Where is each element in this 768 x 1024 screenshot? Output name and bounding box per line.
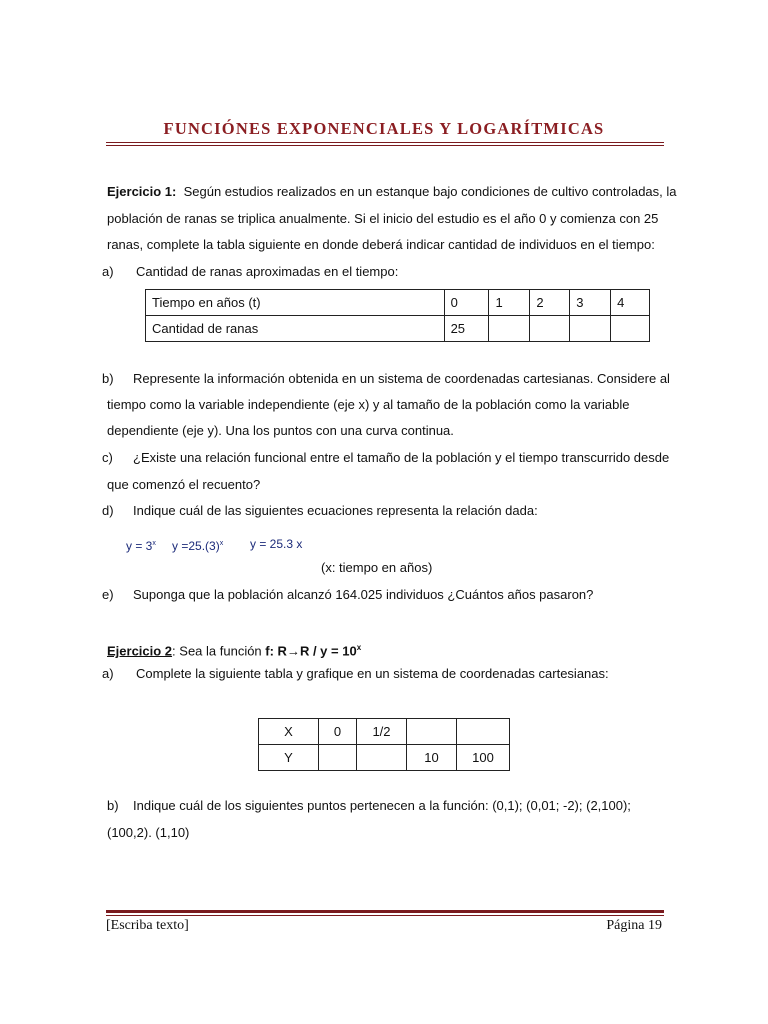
table-cell: 4 bbox=[611, 290, 650, 316]
ej2-a bbox=[102, 666, 609, 682]
arrow-icon: → bbox=[286, 643, 300, 659]
eq1-exp: x bbox=[152, 540, 156, 547]
ej2-b-line1: Indique cuál de los siguientes puntos pertenecen a la función: (0,1); (0,01; -2); (2,100); bbox=[133, 798, 631, 813]
eq-note: (x: tiempo en años) bbox=[321, 560, 433, 575]
table-cell: Y bbox=[259, 745, 319, 771]
func-table bbox=[258, 718, 510, 771]
table-cell: 100 bbox=[457, 745, 510, 771]
ej1-b-marker: b) bbox=[102, 371, 114, 386]
equation-1 bbox=[126, 536, 156, 554]
ej1-a-text: Cantidad de ranas aproximadas en el tiempo: bbox=[136, 264, 399, 279]
ej2-func-exp: x bbox=[356, 643, 362, 652]
ej1-d bbox=[102, 503, 538, 519]
table-row bbox=[146, 290, 650, 316]
ej1-c-marker: c) bbox=[102, 450, 113, 465]
ej1-d-marker: d) bbox=[102, 503, 114, 518]
title-rule-secondary bbox=[106, 145, 664, 146]
eq2-exp: x bbox=[219, 540, 224, 547]
footer-placeholder: [Escriba texto] bbox=[106, 918, 189, 933]
ej1-e-marker: e) bbox=[102, 587, 114, 602]
table-cell: 25 bbox=[444, 316, 489, 342]
ej1-b-line1: Represente la información obtenida en un sistema de coordenadas cartesianas. Considere al bbox=[133, 371, 670, 386]
footer-rule-secondary bbox=[106, 915, 664, 916]
table-cell: 1/2 bbox=[357, 719, 407, 745]
table-cell: 1 bbox=[489, 290, 530, 316]
ej1-e bbox=[102, 587, 593, 603]
ej1-b-line2: tiempo como la variable independiente (eje x) y al tamaño de la población como la variable bbox=[107, 397, 630, 412]
ej1-d-text: Indique cuál de las siguientes ecuaciones representa la relación dada: bbox=[133, 503, 538, 518]
ej1-b-line3: dependiente (eje y). Una los puntos con una curva continua. bbox=[107, 423, 454, 438]
eq1-base: y = 3 bbox=[126, 539, 153, 553]
table-cell: Cantidad de ranas bbox=[146, 316, 445, 342]
ej1-c-line1: ¿Existe una relación funcional entre el tamaño de la población y el tiempo transcurrido desde bbox=[133, 450, 670, 465]
ej1-line3: ranas, complete la tabla siguiente en donde deberá indicar cantidad de individuos en el tiempo: bbox=[107, 237, 655, 252]
ej2-func2: R / y = 10 bbox=[299, 643, 357, 659]
table-cell bbox=[457, 719, 510, 745]
table-cell: 3 bbox=[570, 290, 611, 316]
table-cell bbox=[530, 316, 570, 342]
ej2-intro: : Sea la función bbox=[172, 643, 266, 659]
ranas-table bbox=[145, 289, 650, 342]
equation-3: y = 25.3 x bbox=[250, 537, 303, 551]
ej1-a-marker: a) bbox=[102, 264, 114, 279]
table-cell: 0 bbox=[319, 719, 357, 745]
ej1-a bbox=[102, 264, 398, 280]
table-cell bbox=[570, 316, 611, 342]
eq2-base: y =25.(3) bbox=[172, 539, 220, 553]
ej1-line2: población de ranas se triplica anualmente. Si el inicio del estudio es el año 0 y comienza con 25 bbox=[107, 211, 659, 226]
ej1-e-text: Suponga que la población alcanzó 164.025 individuos ¿Cuántos años pasaron? bbox=[133, 587, 594, 602]
ej2-func: f: R bbox=[265, 643, 287, 659]
table-cell bbox=[611, 316, 650, 342]
ej1-label: Ejercicio 1: bbox=[107, 184, 177, 199]
table-cell bbox=[319, 745, 357, 771]
table-cell bbox=[357, 745, 407, 771]
table-cell: X bbox=[259, 719, 319, 745]
table-cell: 10 bbox=[407, 745, 457, 771]
ej2-b bbox=[107, 798, 631, 814]
table-row bbox=[146, 316, 650, 342]
ej2-b-marker: b) bbox=[107, 798, 119, 813]
table-row bbox=[259, 745, 510, 771]
equation-2 bbox=[172, 536, 223, 554]
ej1-b bbox=[102, 371, 670, 387]
ej2-label: Ejercicio 2 bbox=[107, 643, 173, 659]
footer-rule bbox=[106, 910, 664, 913]
ej2-a-text: Complete la siguiente tabla y grafique en un sistema de coordenadas cartesianas: bbox=[136, 666, 609, 681]
ej1-c bbox=[102, 450, 669, 466]
ej1-line1 bbox=[107, 184, 677, 200]
ej1-c-line2: que comenzó el recuento? bbox=[107, 477, 261, 492]
ej2-line1 bbox=[107, 640, 361, 659]
page-number: Página 19 bbox=[606, 918, 662, 933]
table-cell: Tiempo en años (t) bbox=[146, 290, 445, 316]
page-title: FUNCIÓNES EXPONENCIALES Y LOGARÍTMICAS bbox=[163, 119, 605, 138]
table-row bbox=[259, 719, 510, 745]
table-cell bbox=[489, 316, 530, 342]
title-rule bbox=[106, 142, 664, 143]
ej2-b-line2: (100,2). (1,10) bbox=[107, 825, 190, 840]
ej1-line1-text: Según estudios realizados en un estanque bajo condiciones de cultivo controladas, la bbox=[183, 184, 677, 199]
table-cell bbox=[407, 719, 457, 745]
ej2-a-marker: a) bbox=[102, 666, 114, 681]
table-cell: 2 bbox=[530, 290, 570, 316]
table-cell: 0 bbox=[444, 290, 489, 316]
